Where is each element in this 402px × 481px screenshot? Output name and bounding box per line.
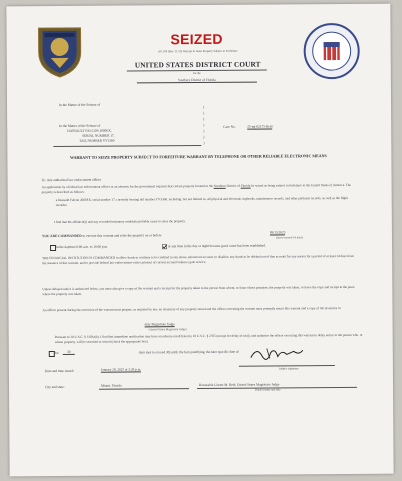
- judge-signature-icon: [247, 343, 307, 363]
- case-number: 25-mj-02175-Reid: [247, 124, 273, 129]
- daytime-label: in the daytime 6:00 a.m. to 10:00 p.m.: [56, 244, 108, 250]
- financial-institution-paragraph: THE FINANCIAL INSTITUTION IS COMMANDED to allow funds to continue to be credited to any above-referenced account, to disallow any funds to be debited out of that account for any reason for a period of at least 14 days from the issuance of this warrant, and to provide federal law enforcement with a printout of current account balance upon service.: [42, 253, 354, 265]
- court-for-label: for the: [193, 70, 201, 76]
- dhs-seal-icon: [30, 22, 88, 80]
- delay-days-value: 30: [63, 350, 75, 355]
- caption-line-1: In the Matter of the Seizure of: [59, 123, 101, 128]
- return-judge-hint: (United States Magistrate Judge): [148, 327, 187, 332]
- court-name: UNITED STATES DISTRICT COURT: [134, 60, 261, 70]
- anytime-label: at any time in the day or night because good cause has been established.: [168, 243, 266, 249]
- case-number-label: Case No.: [223, 124, 236, 129]
- property-description: a Dassault Falcon 2000EX, serial number 17, currently bearing tail number YV3360, including, but not limited to, all physical and electronic logbooks, maintenance records, and other pertinent records, as well as the flight recorder.: [55, 195, 348, 207]
- commanded-line: YOU ARE COMMANDED to execute this warrant and seize the property on or before: [41, 233, 162, 239]
- state-value: Florida: [240, 183, 251, 188]
- court-district: Southern District of Florida: [137, 78, 257, 84]
- caption-line-4: TAIL NUMBER YV3360: [79, 138, 115, 143]
- commanded-date: 09/15/2025: [269, 230, 286, 235]
- district-value: Southern: [213, 183, 226, 188]
- date-issued-value: January 28, 2025 at 3:20 p.m.: [100, 367, 142, 372]
- caption-heading: In the Matter of the Seizure of: [59, 102, 101, 107]
- application-paragraph: An application by a federal law enforcement officer or an attorney for the government requests that certain property located in the Southern District of Florida be seized as being subject to forfeiture to the United States of America. The property is described as follows:: [41, 182, 351, 194]
- caption-line-2: DASSAULT FALCON 2000EX,: [67, 128, 112, 133]
- warrant-title: WARRANT TO SEIZE PROPERTY SUBJECT TO FORFEITURE WARRANT BY TELEPHONE OR OTHER RELIABLE ELECTRONIC MEANS: [70, 153, 327, 160]
- affidavit-statement: I find that the affidavit(s) and any recorded testimony establish probable cause to seize the property.: [53, 219, 186, 225]
- printed-name-hint: Printed name and title: [255, 387, 281, 392]
- return-judge: duty Magistrate Judge: [144, 322, 175, 327]
- delayed-notice-paragraph: Unless delayed notice is authorized below, you must also give a copy of the warrant and a receipt for the property taken to the person from whom, or from whose premises, the property was taken, or leave the copy and receipt at the place where the property was taken.: [42, 284, 355, 296]
- seized-stamp: SEIZED: [170, 30, 223, 48]
- city-state-value: Miami, Florida: [101, 383, 122, 388]
- city-state-label: City and state:: [45, 384, 65, 390]
- until-label: days (not to exceed 30) until, the facts justifying, the later specific date of: [138, 349, 239, 355]
- commanded-hint: (not to exceed 14 days): [275, 235, 303, 240]
- delay-days-checkbox[interactable]: [49, 351, 55, 357]
- date-issued-label: Date and time issued:: [44, 368, 75, 374]
- judge-signature-hint: Judge's signature: [278, 366, 299, 371]
- anytime-checkbox[interactable]: [162, 244, 167, 249]
- inventory-paragraph: An officer present during the execution of the warrant must prepare, as required by law, an inventory of any property seized and the officer executing the warrant must promptly return this warrant and a copy of the inventory to: [42, 306, 341, 313]
- warrant-document: SEIZED AO 109 (Rev. 11/13) Warrant to Seize Property Subject to Forfeiture UNITED STATES DISTRICT COURT for the Southern District of Florida In the Matter of the Seizure of In the Matter of the Seizure of DASSAULT FALCON 2000EX, SERIAL NUMBER 17, TAIL NUMBER YV3360 ) ) ) ) ) ) ) Case No. 25-mj-02175-Reid WARRANT TO SEIZE PROPERTY SUBJECT TO FORFEITURE WARRANT BY TELEPHONE OR OTHER RELIABLE ELECTRONIC MEANS To: Any authorized law enforcement officer An application by a federal law enforcement officer or an attorney for the government requests that certain property located in the Southern District of Florida be seized as being subject to forfeiture to the United States of America. The property is described as follows: a Dassault Falcon 2000EX, serial number 17, currently bearing tail number YV3360, including, but not limited to, all physical and electronic logbooks, maintenance records, and other pertinent records, as well as the flight recorder. I find that the affidavit(s) and any recorded testimony establish probable cause to seize the property. YOU ARE COMMANDED to execute this warrant and seize the property on or before 09/15/2025 (not to exceed 14 days) in the daytime 6:00 a.m. to 10:00 p.m. at any time in the day or night because good cause has been established. THE FINANCIAL INSTITUTION IS COMMANDED to allow funds to continue to be credited to any above-referenced account, to disallow any funds to be debited out of that account for any reason for a period of at least 14 days from the issuance of this warrant, and to provide federal law enforcement with a printout of current account balance upon service. Unless delayed notice is authorized below, you must also give a copy of the warrant and a receipt for the property taken to the person from whom, or from whose premises, the property was taken, or leave the copy and receipt at the place where the property was taken. An officer present during the execution of the warrant must prepare, as required by law, an inventory of any property seized and the officer executing the warrant must promptly return this warrant and a copy of the inventory to duty Magistrate Judge (United States Magistrate Judge) Pursuant to 18 U.S.C. § 3103a(b), I find that immediate notification may have an adverse result listed in 18 U.S.C. § 2705 (except for delay of trial), and authorize the officer executing this warrant to delay notice to the person who, or whose property, will be searched or seized (check the appropriate box) for 30 days (not to exceed 30) until, the facts justifying, the later specific date of Judge's signature Date and time issued: January 28, 2025 at 3:20 p.m. City and state: Miami, Florida Honorable Lisette M. Reid, United States Magistrate Judge Printed name and title: [6, 4, 393, 477]
- for-label: for: [54, 350, 59, 356]
- judge-printed-name: Honorable Lisette M. Reid, United States Magistrate Judge: [198, 382, 280, 388]
- form-number: AO 109 (Rev. 11/13) Warrant to Seize Property Subject to Forfeiture: [157, 48, 238, 54]
- caption-line-3: SERIAL NUMBER 17,: [82, 133, 115, 138]
- commerce-seal-icon: [302, 22, 360, 80]
- pursuant-paragraph: Pursuant to 18 U.S.C. § 3103a(b), I find that immediate notification may have an adverse result listed in 18 U.S.C. § 2705 (except for delay of trial), and authorize the officer executing this warrant to delay notice to the person who, or whose property, will be searched or seized (check the appropriate box): [54, 332, 363, 344]
- daytime-checkbox[interactable]: [50, 245, 56, 251]
- addressee-line: To: Any authorized law enforcement officer: [41, 177, 102, 183]
